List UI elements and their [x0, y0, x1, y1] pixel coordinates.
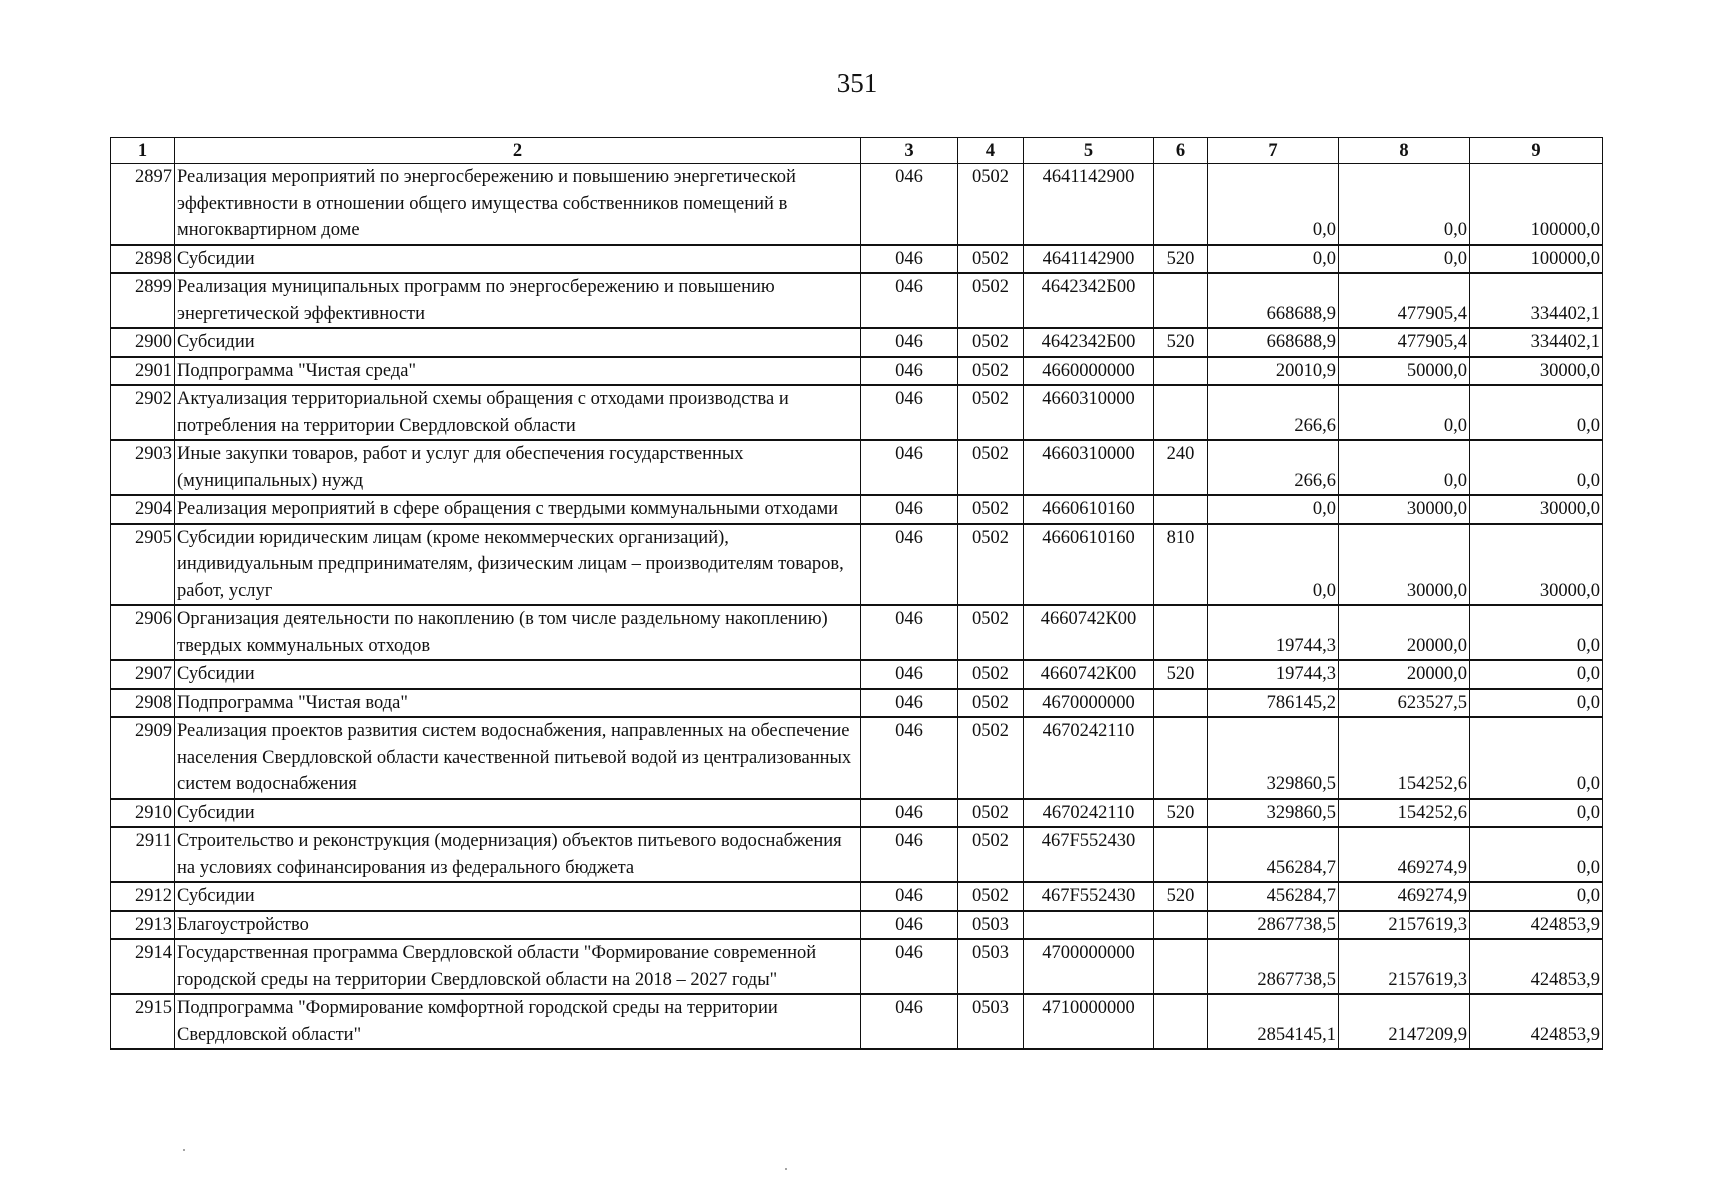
cell-col7: 668688,9: [1208, 328, 1339, 357]
row-name: Подпрограмма "Чистая вода": [175, 689, 861, 718]
row-name: Государственная программа Свердловской области "Формирование современной городской среды на территории Свердловской области на 2018 – 2027 годы": [175, 939, 861, 994]
cell-col7: 19744,3: [1208, 605, 1339, 660]
table-row: [111, 524, 1603, 606]
cell-col6: 520: [1154, 328, 1208, 357]
scan-artifact-dot: [183, 1149, 185, 1151]
row-name: Субсидии: [175, 328, 861, 357]
cell-col4: 0503: [958, 939, 1024, 994]
budget-table: [110, 137, 1603, 1050]
table-row: [111, 911, 1603, 940]
cell-col8: 20000,0: [1339, 660, 1470, 689]
row-number: 2898: [111, 245, 175, 274]
cell-col8: 0,0: [1339, 385, 1470, 440]
cell-col5: 4660610160: [1024, 495, 1154, 524]
cell-col4: 0502: [958, 385, 1024, 440]
cell-col7: 266,6: [1208, 440, 1339, 495]
cell-col5: 467F552430: [1024, 882, 1154, 911]
row-name: Реализация муниципальных программ по энергосбережению и повышению энергетической эффективности: [175, 273, 861, 328]
cell-col9: 30000,0: [1470, 357, 1603, 386]
cell-col5: 4642342Б00: [1024, 328, 1154, 357]
row-name: Реализация проектов развития систем водоснабжения, направленных на обеспечение населения Свердловской области качественной питьевой водой из централизованных систем водоснабжения: [175, 717, 861, 799]
cell-col5: 4710000000: [1024, 994, 1154, 1049]
column-header: 1: [111, 138, 175, 164]
cell-col4: 0503: [958, 911, 1024, 940]
cell-col6: [1154, 689, 1208, 718]
cell-col5: 4670000000: [1024, 689, 1154, 718]
cell-col5: 4670242110: [1024, 717, 1154, 799]
row-number: 2903: [111, 440, 175, 495]
cell-col8: 477905,4: [1339, 328, 1470, 357]
table-row: [111, 660, 1603, 689]
row-name: Организация деятельности по накоплению (в том числе раздельному накоплению) твердых коммунальных отходов: [175, 605, 861, 660]
cell-col7: 0,0: [1208, 524, 1339, 606]
row-number: 2901: [111, 357, 175, 386]
cell-col3: 046: [861, 440, 958, 495]
cell-col6: 240: [1154, 440, 1208, 495]
cell-col3: 046: [861, 660, 958, 689]
row-number: 2900: [111, 328, 175, 357]
cell-col7: 456284,7: [1208, 827, 1339, 882]
cell-col9: 0,0: [1470, 440, 1603, 495]
cell-col4: 0503: [958, 994, 1024, 1049]
cell-col8: 30000,0: [1339, 495, 1470, 524]
cell-col4: 0502: [958, 273, 1024, 328]
table-row: [111, 357, 1603, 386]
cell-col3: 046: [861, 939, 958, 994]
cell-col9: 30000,0: [1470, 495, 1603, 524]
cell-col6: [1154, 827, 1208, 882]
cell-col3: 046: [861, 245, 958, 274]
cell-col9: 334402,1: [1470, 273, 1603, 328]
cell-col4: 0502: [958, 495, 1024, 524]
cell-col8: 50000,0: [1339, 357, 1470, 386]
row-name: Субсидии: [175, 882, 861, 911]
row-number: 2914: [111, 939, 175, 994]
cell-col8: 623527,5: [1339, 689, 1470, 718]
table-row: [111, 605, 1603, 660]
table-row: [111, 328, 1603, 357]
row-number: 2908: [111, 689, 175, 718]
cell-col7: 19744,3: [1208, 660, 1339, 689]
cell-col9: 334402,1: [1470, 328, 1603, 357]
cell-col5: 4660310000: [1024, 440, 1154, 495]
page-number: 351: [836, 68, 878, 98]
cell-col6: [1154, 605, 1208, 660]
cell-col9: 100000,0: [1470, 164, 1603, 245]
row-name: Благоустройство: [175, 911, 861, 940]
table-row: [111, 385, 1603, 440]
column-header: 7: [1208, 138, 1339, 164]
cell-col8: 0,0: [1339, 440, 1470, 495]
cell-col4: 0502: [958, 524, 1024, 606]
cell-col6: [1154, 911, 1208, 940]
cell-col3: 046: [861, 911, 958, 940]
cell-col7: 668688,9: [1208, 273, 1339, 328]
column-header: 9: [1470, 138, 1603, 164]
cell-col7: 2854145,1: [1208, 994, 1339, 1049]
cell-col8: 20000,0: [1339, 605, 1470, 660]
cell-col5: 4642342Б00: [1024, 273, 1154, 328]
cell-col9: 424853,9: [1470, 994, 1603, 1049]
row-number: 2905: [111, 524, 175, 606]
cell-col3: 046: [861, 328, 958, 357]
cell-col3: 046: [861, 799, 958, 828]
cell-col6: [1154, 164, 1208, 245]
cell-col7: 0,0: [1208, 245, 1339, 274]
row-number: 2911: [111, 827, 175, 882]
cell-col9: 30000,0: [1470, 524, 1603, 606]
cell-col9: 0,0: [1470, 717, 1603, 799]
cell-col9: 0,0: [1470, 385, 1603, 440]
cell-col4: 0502: [958, 164, 1024, 245]
cell-col9: 0,0: [1470, 882, 1603, 911]
row-name: Субсидии юридическим лицам (кроме некоммерческих организаций), индивидуальным предпринимателям, физическим лицам – производителям товаров, работ, услуг: [175, 524, 861, 606]
cell-col6: 520: [1154, 660, 1208, 689]
row-name: Субсидии: [175, 799, 861, 828]
row-number: 2907: [111, 660, 175, 689]
table-row: [111, 939, 1603, 994]
cell-col8: 469274,9: [1339, 882, 1470, 911]
row-number: 2909: [111, 717, 175, 799]
row-name: Подпрограмма "Чистая среда": [175, 357, 861, 386]
cell-col8: 0,0: [1339, 164, 1470, 245]
cell-col8: 477905,4: [1339, 273, 1470, 328]
table-row: [111, 689, 1603, 718]
cell-col4: 0502: [958, 605, 1024, 660]
cell-col9: 0,0: [1470, 827, 1603, 882]
cell-col7: 0,0: [1208, 164, 1339, 245]
column-header: 6: [1154, 138, 1208, 164]
cell-col7: 329860,5: [1208, 799, 1339, 828]
cell-col6: 520: [1154, 245, 1208, 274]
cell-col4: 0502: [958, 660, 1024, 689]
cell-col7: 266,6: [1208, 385, 1339, 440]
cell-col9: 0,0: [1470, 689, 1603, 718]
column-header: 3: [861, 138, 958, 164]
row-name: Субсидии: [175, 660, 861, 689]
cell-col7: 2867738,5: [1208, 939, 1339, 994]
row-name: Актуализация территориальной схемы обращения с отходами производства и потребления на территории Свердловской области: [175, 385, 861, 440]
cell-col4: 0502: [958, 882, 1024, 911]
row-name: Реализация мероприятий по энергосбережению и повышению энергетической эффективности в отношении общего имущества собственников помещений в многоквартирном доме: [175, 164, 861, 245]
cell-col8: 2147209,9: [1339, 994, 1470, 1049]
cell-col8: 154252,6: [1339, 799, 1470, 828]
cell-col7: 329860,5: [1208, 717, 1339, 799]
row-number: 2899: [111, 273, 175, 328]
cell-col4: 0502: [958, 245, 1024, 274]
table-body: [111, 164, 1603, 1050]
row-number: 2906: [111, 605, 175, 660]
column-header: 8: [1339, 138, 1470, 164]
cell-col8: 2157619,3: [1339, 939, 1470, 994]
cell-col3: 046: [861, 882, 958, 911]
cell-col7: 2867738,5: [1208, 911, 1339, 940]
cell-col5: 4660610160: [1024, 524, 1154, 606]
table-row: [111, 827, 1603, 882]
cell-col3: 046: [861, 385, 958, 440]
cell-col7: 20010,9: [1208, 357, 1339, 386]
column-header: 4: [958, 138, 1024, 164]
cell-col9: 0,0: [1470, 605, 1603, 660]
row-number: 2902: [111, 385, 175, 440]
cell-col5: [1024, 911, 1154, 940]
cell-col7: 786145,2: [1208, 689, 1339, 718]
cell-col6: [1154, 994, 1208, 1049]
cell-col5: 4670242110: [1024, 799, 1154, 828]
cell-col4: 0502: [958, 357, 1024, 386]
row-name: Субсидии: [175, 245, 861, 274]
table-row: [111, 994, 1603, 1049]
table-row: [111, 440, 1603, 495]
cell-col5: 4660310000: [1024, 385, 1154, 440]
cell-col7: 0,0: [1208, 495, 1339, 524]
cell-col5: 4660742К00: [1024, 660, 1154, 689]
row-number: 2915: [111, 994, 175, 1049]
cell-col3: 046: [861, 357, 958, 386]
cell-col6: [1154, 495, 1208, 524]
cell-col5: 4641142900: [1024, 164, 1154, 245]
cell-col5: 4700000000: [1024, 939, 1154, 994]
row-name: Реализация мероприятий в сфере обращения с твердыми коммунальными отходами: [175, 495, 861, 524]
table-header-row: [111, 138, 1603, 164]
cell-col3: 046: [861, 524, 958, 606]
cell-col3: 046: [861, 605, 958, 660]
table-row: [111, 799, 1603, 828]
cell-col3: 046: [861, 273, 958, 328]
cell-col5: 4660000000: [1024, 357, 1154, 386]
cell-col8: 0,0: [1339, 245, 1470, 274]
row-number: 2913: [111, 911, 175, 940]
row-number: 2904: [111, 495, 175, 524]
cell-col8: 154252,6: [1339, 717, 1470, 799]
table-row: [111, 273, 1603, 328]
cell-col6: 810: [1154, 524, 1208, 606]
cell-col6: [1154, 357, 1208, 386]
cell-col4: 0502: [958, 799, 1024, 828]
cell-col4: 0502: [958, 827, 1024, 882]
row-number: 2910: [111, 799, 175, 828]
table-row: [111, 164, 1603, 245]
cell-col3: 046: [861, 164, 958, 245]
cell-col8: 2157619,3: [1339, 911, 1470, 940]
row-number: 2912: [111, 882, 175, 911]
cell-col6: [1154, 385, 1208, 440]
cell-col6: [1154, 939, 1208, 994]
cell-col5: 4641142900: [1024, 245, 1154, 274]
scan-artifact-dot: [785, 1168, 787, 1170]
table-row: [111, 717, 1603, 799]
cell-col4: 0502: [958, 717, 1024, 799]
cell-col3: 046: [861, 827, 958, 882]
row-name: Подпрограмма "Формирование комфортной городской среды на территории Свердловской области": [175, 994, 861, 1049]
cell-col9: 0,0: [1470, 799, 1603, 828]
table-row: [111, 495, 1603, 524]
cell-col7: 456284,7: [1208, 882, 1339, 911]
cell-col9: 424853,9: [1470, 911, 1603, 940]
row-name: Строительство и реконструкция (модернизация) объектов питьевого водоснабжения на условиях софинансирования из федерального бюджета: [175, 827, 861, 882]
column-header: 5: [1024, 138, 1154, 164]
row-number: 2897: [111, 164, 175, 245]
cell-col5: 4660742К00: [1024, 605, 1154, 660]
cell-col4: 0502: [958, 328, 1024, 357]
cell-col6: 520: [1154, 799, 1208, 828]
row-name: Иные закупки товаров, работ и услуг для обеспечения государственных (муниципальных) нужд: [175, 440, 861, 495]
cell-col3: 046: [861, 495, 958, 524]
cell-col5: 467F552430: [1024, 827, 1154, 882]
cell-col8: 30000,0: [1339, 524, 1470, 606]
cell-col9: 0,0: [1470, 660, 1603, 689]
cell-col6: 520: [1154, 882, 1208, 911]
cell-col6: [1154, 717, 1208, 799]
cell-col8: 469274,9: [1339, 827, 1470, 882]
cell-col4: 0502: [958, 689, 1024, 718]
cell-col4: 0502: [958, 440, 1024, 495]
table-row: [111, 245, 1603, 274]
cell-col9: 100000,0: [1470, 245, 1603, 274]
column-header: 2: [175, 138, 861, 164]
cell-col9: 424853,9: [1470, 939, 1603, 994]
cell-col6: [1154, 273, 1208, 328]
cell-col3: 046: [861, 689, 958, 718]
cell-col3: 046: [861, 994, 958, 1049]
table-row: [111, 882, 1603, 911]
cell-col3: 046: [861, 717, 958, 799]
